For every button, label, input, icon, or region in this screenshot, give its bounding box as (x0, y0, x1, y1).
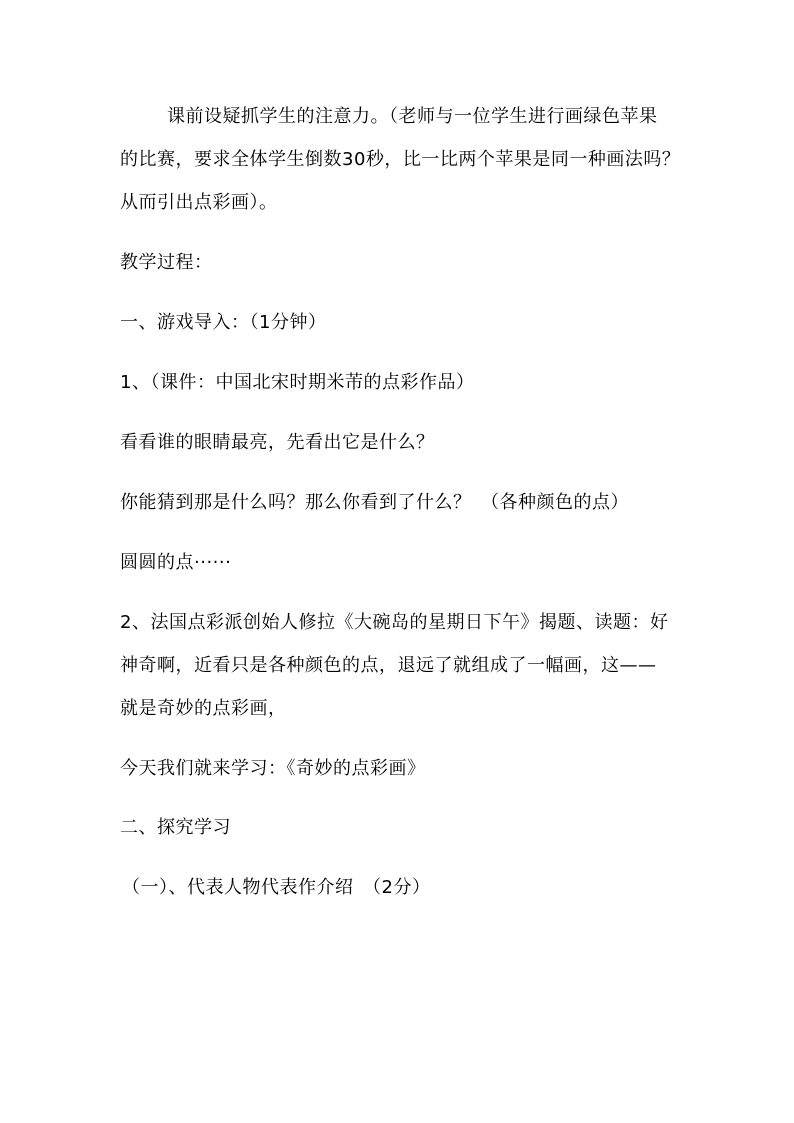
intro-line-1: 课前设疑抓学生的注意力。（老师与一位学生进行画绿色苹果 (167, 106, 658, 127)
section1-today: 今天我们就来学习：《奇妙的点彩画》 (120, 758, 426, 779)
intro-line-3: 从而引出点彩画）。 (120, 192, 278, 213)
section1-item2-line3: 就是奇妙的点彩画， (120, 698, 287, 719)
section1-question1: 看看谁的眼睛最亮，先看出它是什么？ (120, 432, 435, 453)
section1-item2-line2: 神奇啊，近看只是各种颜色的点，退远了就组成了一幅画，这—— (120, 655, 657, 676)
process-heading: 教学过程： (120, 252, 213, 273)
section1-dots: 圆圆的点······ (120, 552, 232, 573)
section2-heading: 二、探究学习 (120, 817, 231, 838)
intro-line-2: 的比赛，要求全体学生倒数30秒，比一比两个苹果是同一种画法吗？ (120, 149, 681, 170)
section1-item1: 1、（课件：中国北宋时期米芾的点彩作品） (120, 372, 475, 393)
section1-question2: 你能猜到那是什么吗？那么你看到了什么？ （各种颜色的点） (120, 492, 629, 513)
section1-item2-line1: 2、法国点彩派创始人修拉《大碗岛的星期日下午》揭题、读题：好 (120, 612, 669, 633)
section2-sub1: （一）、代表人物代表作介绍 （2分） (122, 877, 431, 898)
section1-heading: 一、游戏导入：（1分钟） (120, 312, 327, 333)
